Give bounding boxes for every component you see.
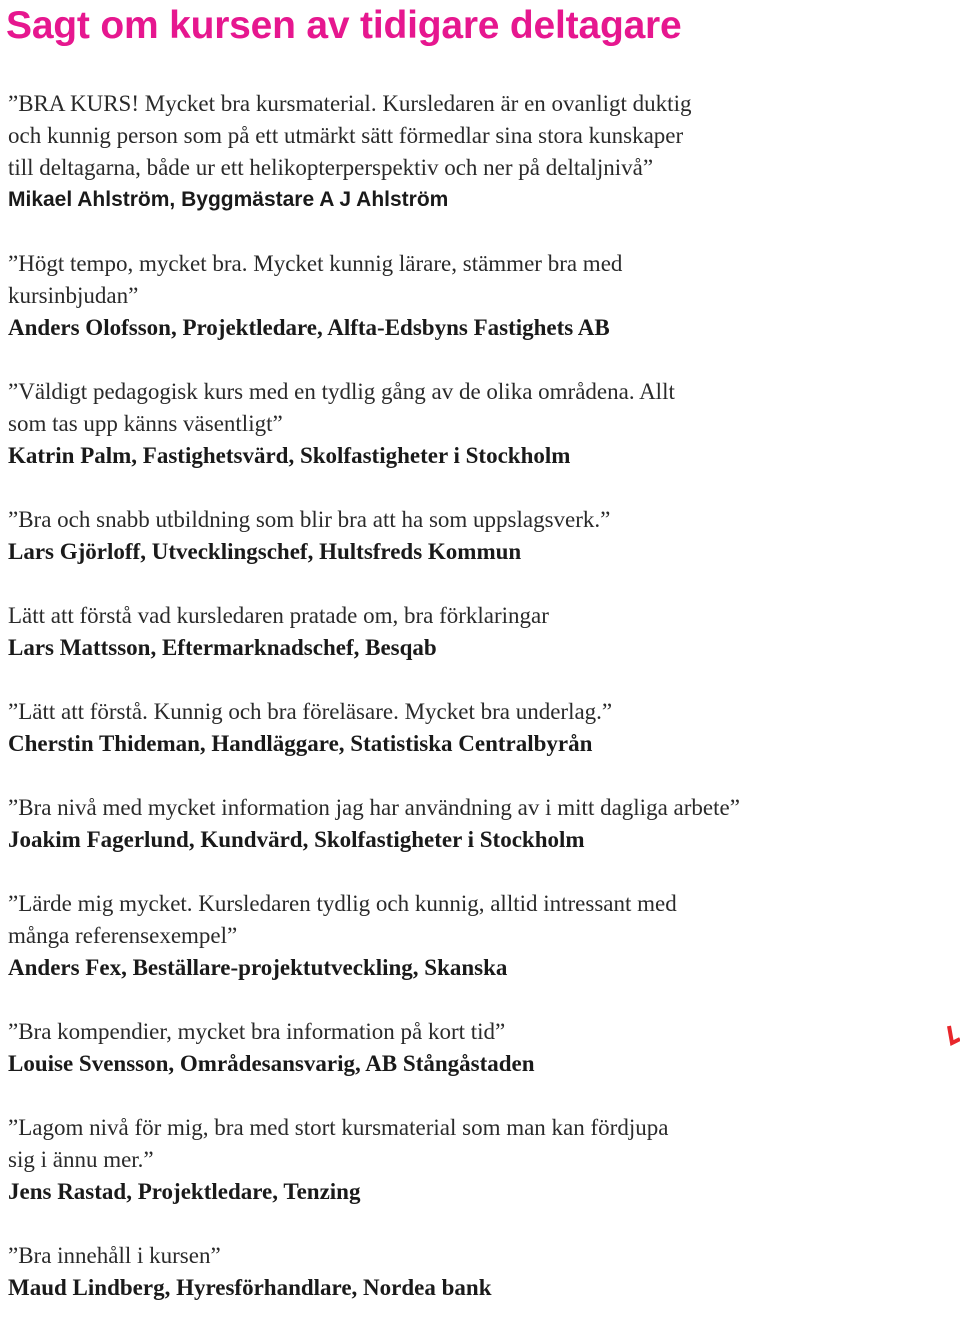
testimonial-quote-line: och kunnig person som på ett utmärkt sätt förmedlar sina stora kunskaper [8, 123, 684, 148]
testimonial-list [8, 88, 948, 1336]
testimonial-author: Cherstin Thideman, Handläggare, Statistiska Centralbyrån [8, 731, 593, 756]
testimonial-quote-line: till deltagarna, både ur ett helikopterperspektiv och ner på deltaljnivå” [8, 155, 654, 180]
testimonial [8, 504, 948, 568]
testimonial [8, 376, 948, 472]
testimonial-quote-line: ”Lärde mig mycket. Kursledaren tydlig och kunnig, alltid intressant med [8, 891, 677, 916]
testimonial-author: Joakim Fagerlund, Kundvärd, Skolfastigheter i Stockholm [8, 827, 585, 852]
testimonial [8, 1240, 948, 1304]
testimonial-quote-line: ”Högt tempo, mycket bra. Mycket kunnig lärare, stämmer bra med [8, 251, 623, 276]
testimonial [8, 696, 948, 760]
testimonial-author: Mikael Ahlström, Byggmästare A J Ahlström [8, 188, 449, 211]
testimonial [8, 888, 948, 984]
testimonial-quote-line: kursinbjudan” [8, 283, 139, 308]
testimonial-author: Lars Mattsson, Eftermarknadschef, Besqab [8, 635, 437, 660]
testimonial-author: Katrin Palm, Fastighetsvärd, Skolfastigheter i Stockholm [8, 443, 571, 468]
testimonial [8, 248, 948, 344]
testimonial-quote-line: ”Bra och snabb utbildning som blir bra att ha som uppslagsverk.” [8, 507, 611, 532]
testimonial-quote-line: ”Bra innehåll i kursen” [8, 1243, 221, 1268]
corner-mark-icon [946, 1024, 960, 1046]
testimonial-quote-line: ”Bra kompendier, mycket bra information på kort tid” [8, 1019, 506, 1044]
testimonial-quote-line: ”Lagom nivå för mig, bra med stort kursmaterial som man kan fördjupa [8, 1115, 669, 1140]
testimonial-quote-line: ”Bra nivå med mycket information jag har användning av i mitt dagliga arbete” [8, 795, 740, 820]
page-title: Sagt om kursen av tidigare deltagare [6, 4, 682, 47]
testimonial [8, 792, 948, 856]
testimonial [8, 1112, 948, 1208]
testimonial-author: Maud Lindberg, Hyresförhandlare, Nordea bank [8, 1275, 492, 1300]
testimonial-quote-line: som tas upp känns väsentligt” [8, 411, 283, 436]
testimonial-author: Jens Rastad, Projektledare, Tenzing [8, 1179, 361, 1204]
testimonial-quote-line: sig i ännu mer.” [8, 1147, 154, 1172]
testimonial-quote-line: många referensexempel” [8, 923, 238, 948]
testimonial-quote-line: ”BRA KURS! Mycket bra kursmaterial. Kursledaren är en ovanligt duktig [8, 91, 692, 116]
testimonial [8, 600, 948, 664]
testimonial [8, 1016, 948, 1080]
testimonial-quote-line: ”Lätt att förstå. Kunnig och bra föreläsare. Mycket bra underlag.” [8, 699, 613, 724]
testimonial-quote-line: ”Väldigt pedagogisk kurs med en tydlig gång av de olika områdena. Allt [8, 379, 675, 404]
testimonial-author: Anders Fex, Beställare-projektutveckling, Skanska [8, 955, 508, 980]
testimonial-author: Lars Gjörloff, Utvecklingschef, Hultsfreds Kommun [8, 539, 522, 564]
testimonial-author: Louise Svensson, Områdesansvarig, AB Stångåstaden [8, 1051, 535, 1076]
testimonial-author: Anders Olofsson, Projektledare, Alfta-Edsbyns Fastighets AB [8, 315, 610, 340]
testimonial [8, 88, 948, 216]
testimonial-quote-line: Lätt att förstå vad kursledaren pratade om, bra förklaringar [8, 603, 549, 628]
